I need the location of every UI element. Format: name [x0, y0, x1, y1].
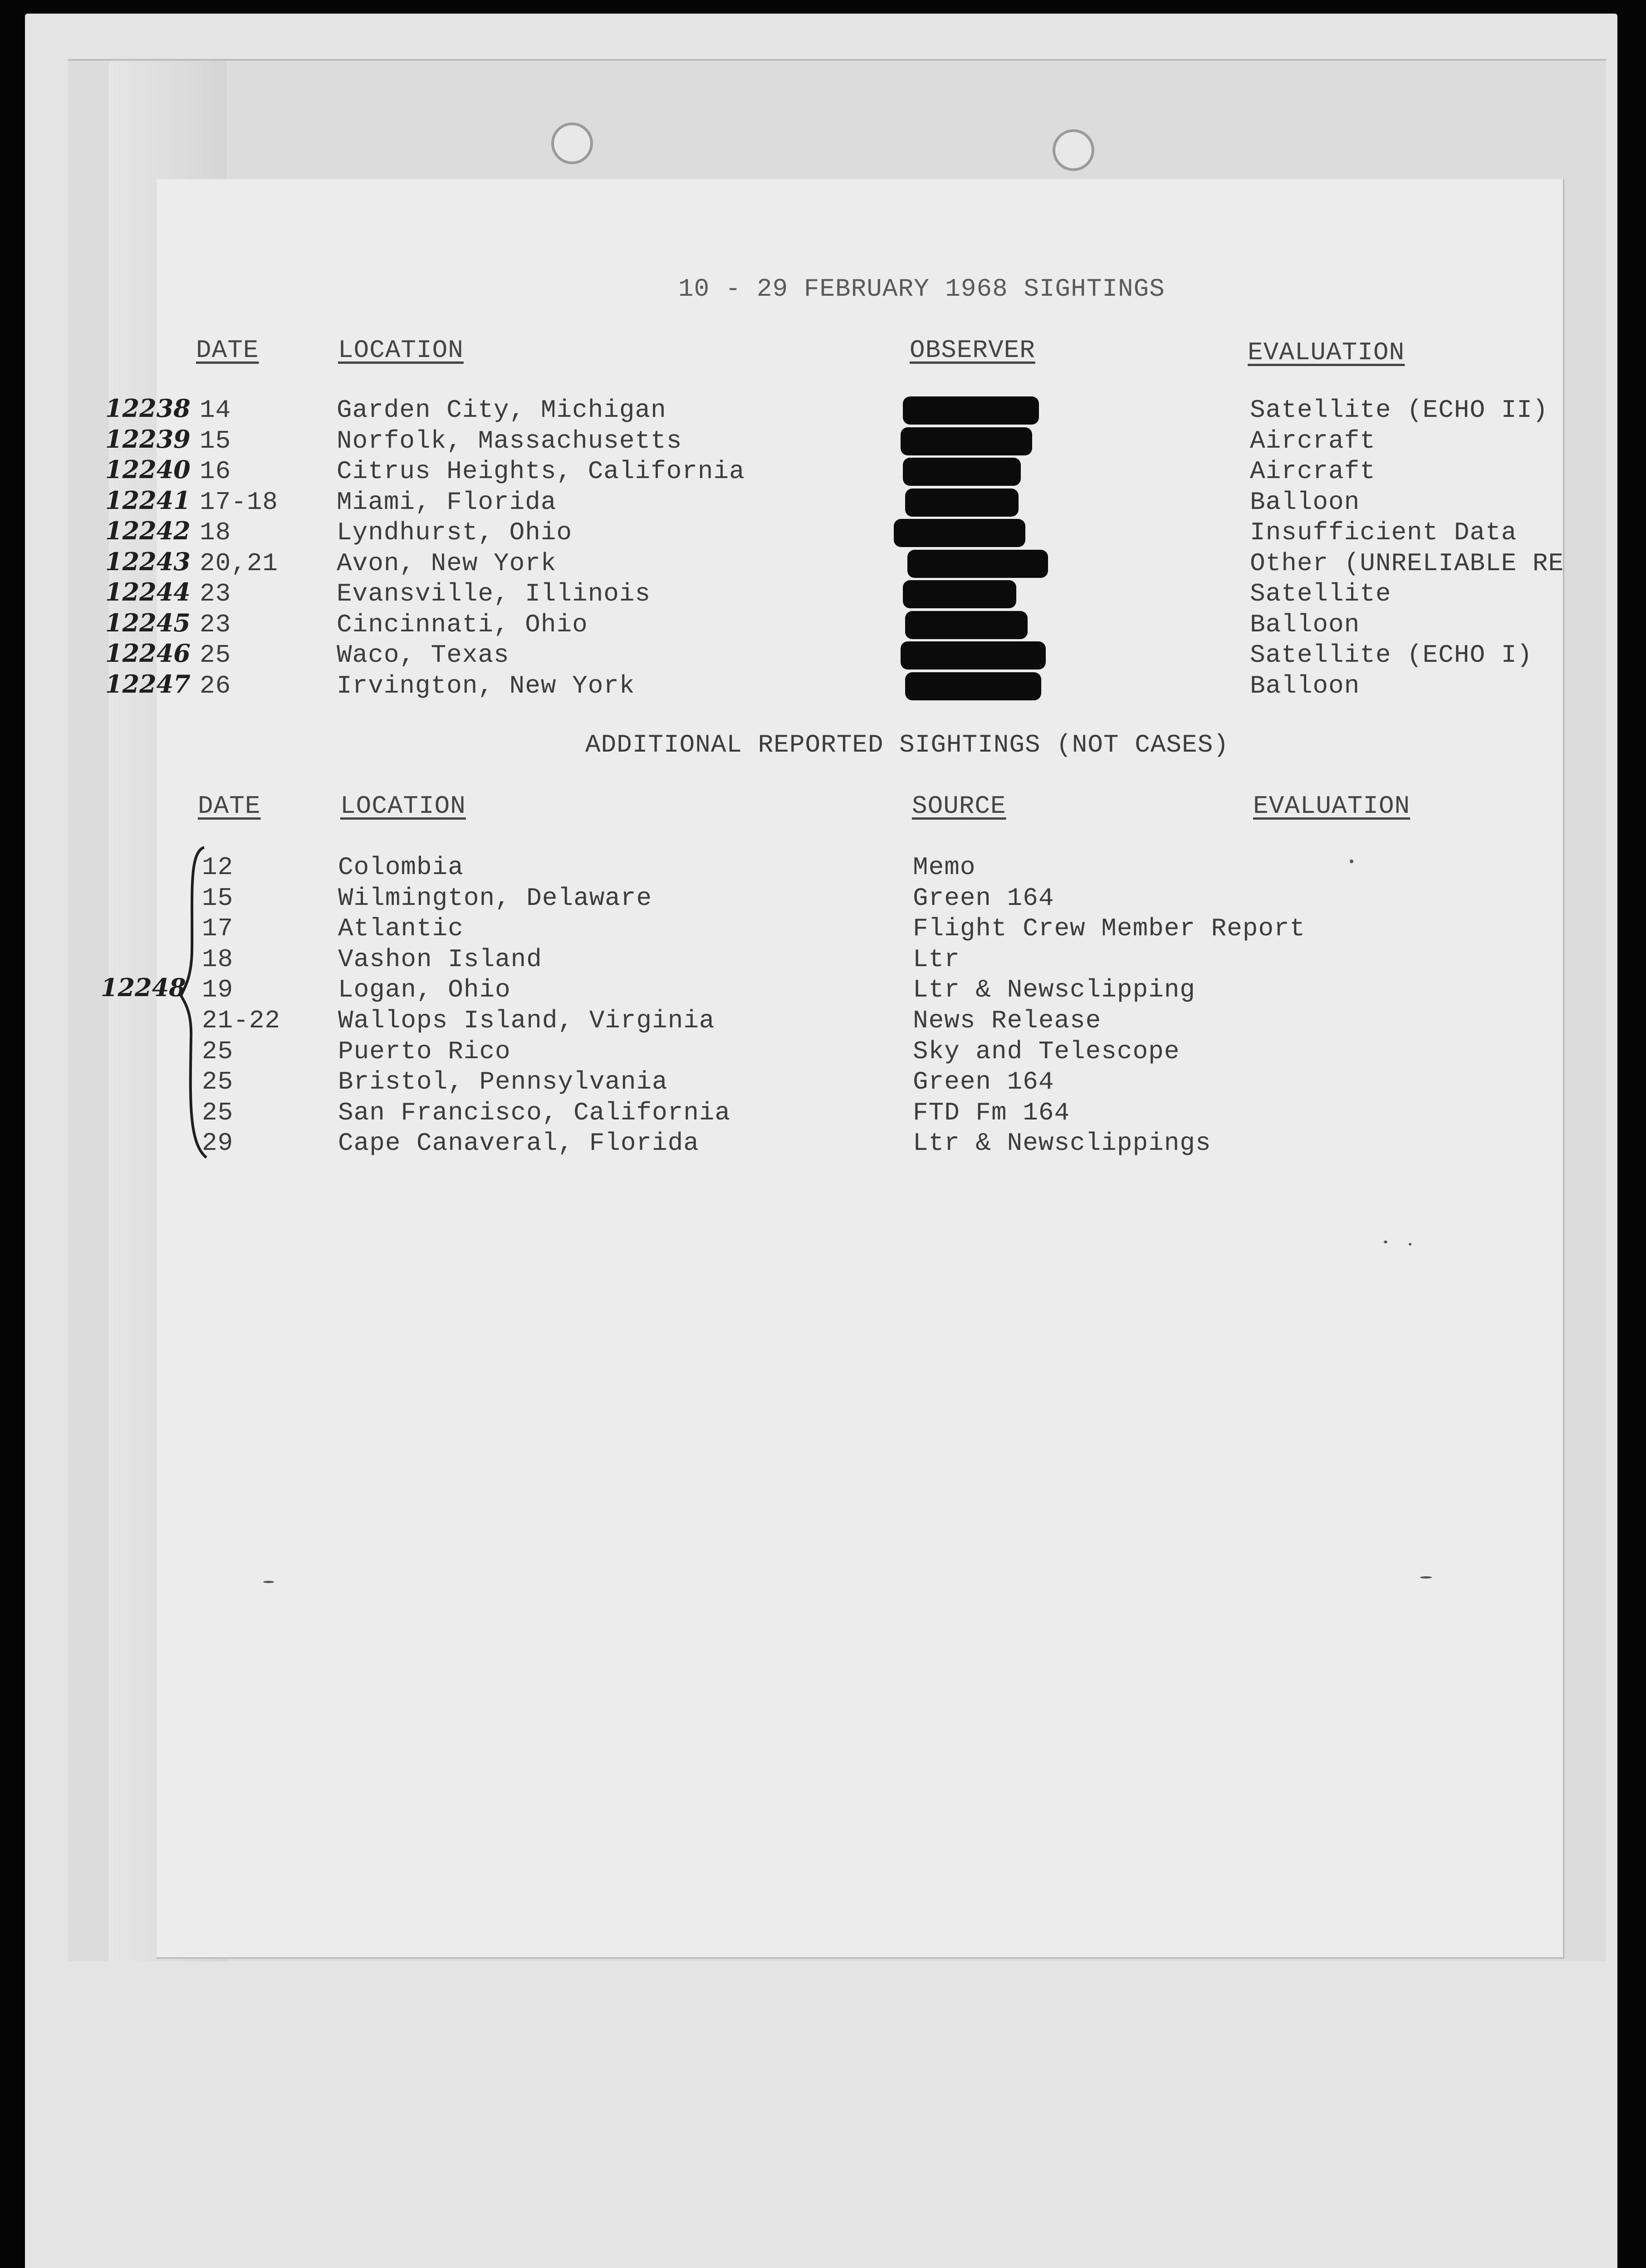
additional-source: Green 164 [913, 883, 1054, 913]
case-location: Garden City, Michigan [337, 396, 666, 425]
additional-date: 25 [202, 1098, 234, 1127]
speck [1350, 860, 1353, 863]
page-title: 10 - 29 FEBRUARY 1968 SIGHTINGS [678, 274, 1165, 303]
additional-source: Sky and Telescope [913, 1036, 1180, 1066]
speck [263, 1581, 274, 1583]
case-number: 12244 [105, 577, 191, 606]
observer-redaction [907, 550, 1048, 578]
case-location: Miami, Florida [337, 487, 557, 517]
case-number: 12239 [105, 424, 191, 454]
additional-date: 25 [202, 1067, 234, 1097]
bracket-case-number: 12248 [101, 973, 186, 1002]
additional-location: Colombia [338, 853, 464, 882]
punch-hole-right [1053, 129, 1094, 171]
additional-location: Wilmington, Delaware [338, 883, 652, 913]
case-date: 16 [200, 457, 231, 486]
case-date: 25 [200, 640, 231, 670]
observer-redaction [903, 396, 1039, 425]
additional-header-location: LOCATION [340, 792, 466, 821]
additional-source: News Release [913, 1006, 1102, 1035]
additional-location: Cape Canaveral, Florida [338, 1129, 699, 1158]
additional-source: Green 164 [913, 1067, 1054, 1097]
case-evaluation: Aircraft [1250, 457, 1376, 486]
case-date: 20,21 [200, 548, 279, 578]
case-date: 26 [200, 671, 231, 700]
observer-redaction [903, 458, 1021, 486]
case-evaluation: Satellite (ECHO II) [1250, 396, 1548, 425]
speck [1409, 1243, 1411, 1246]
additional-source: Ltr & Newsclippings [913, 1129, 1211, 1158]
header-evaluation: EVALUATION [1248, 338, 1405, 367]
additional-date: 12 [202, 853, 234, 882]
additional-location: San Francisco, California [338, 1098, 731, 1127]
header-observer: OBSERVER [910, 336, 1035, 365]
additional-location: Wallops Island, Virginia [338, 1006, 715, 1035]
case-date: 15 [200, 426, 231, 455]
case-location: Irvington, New York [337, 671, 635, 700]
speck [1420, 1576, 1432, 1579]
case-evaluation: Balloon [1250, 487, 1360, 517]
additional-date: 19 [202, 975, 234, 1005]
additional-location: Atlantic [338, 914, 464, 943]
additional-source: Memo [913, 853, 976, 882]
case-evaluation: Balloon [1250, 671, 1360, 700]
observer-redaction [905, 489, 1019, 517]
case-date: 18 [200, 518, 231, 547]
case-date: 17-18 [200, 487, 279, 517]
case-number: 12243 [105, 547, 191, 576]
case-number: 12240 [105, 455, 191, 484]
additional-location: Puerto Rico [338, 1036, 511, 1066]
additional-header-source: SOURCE [912, 792, 1006, 821]
case-location: Waco, Texas [337, 640, 509, 670]
additional-date: 15 [202, 883, 234, 913]
case-location: Citrus Heights, California [337, 457, 745, 486]
speck [1384, 1241, 1387, 1243]
case-number: 12246 [105, 639, 191, 668]
case-evaluation: Balloon [1250, 610, 1360, 639]
additional-date: 18 [202, 944, 234, 974]
observer-redaction [903, 580, 1016, 608]
additional-date: 21-22 [202, 1006, 281, 1035]
additional-source: FTD Fm 164 [913, 1098, 1070, 1127]
additional-source: Ltr & Newsclipping [913, 975, 1195, 1005]
case-evaluation: Satellite [1250, 579, 1391, 608]
case-date: 23 [200, 610, 231, 639]
case-number: 12245 [105, 608, 191, 637]
additional-location: Bristol, Pennsylvania [338, 1067, 668, 1097]
case-location: Evansville, Illinois [337, 579, 651, 608]
case-number: 12238 [105, 394, 191, 423]
observer-redaction [901, 641, 1046, 670]
case-location: Norfolk, Massachusetts [337, 426, 682, 455]
case-number: 12242 [105, 516, 191, 545]
case-number: 12241 [105, 485, 191, 515]
header-location: LOCATION [338, 336, 464, 365]
case-date: 14 [200, 396, 231, 425]
additional-source: Flight Crew Member Report [913, 914, 1306, 943]
case-evaluation: Other (UNRELIABLE RE [1250, 548, 1564, 578]
additional-heading: ADDITIONAL REPORTED SIGHTINGS (NOT CASES) [585, 730, 1229, 759]
header-date: DATE [196, 336, 259, 365]
observer-redaction [894, 519, 1025, 547]
case-location: Avon, New York [337, 548, 557, 578]
additional-location: Vashon Island [338, 944, 542, 974]
additional-date: 25 [202, 1036, 234, 1066]
case-date: 23 [200, 579, 231, 608]
observer-redaction [901, 427, 1032, 455]
case-number: 12247 [105, 669, 191, 699]
observer-redaction [905, 672, 1041, 700]
additional-source: Ltr [913, 944, 960, 974]
additional-header-date: DATE [198, 792, 261, 821]
punch-hole-left [551, 122, 593, 164]
additional-header-evaluation: EVALUATION [1253, 792, 1411, 821]
additional-location: Logan, Ohio [338, 975, 511, 1005]
case-evaluation: Satellite (ECHO I) [1250, 640, 1533, 670]
case-evaluation: Insufficient Data [1250, 518, 1517, 547]
case-location: Cincinnati, Ohio [337, 610, 588, 639]
case-location: Lyndhurst, Ohio [337, 518, 573, 547]
case-evaluation: Aircraft [1250, 426, 1376, 455]
additional-date: 29 [202, 1129, 234, 1158]
observer-redaction [905, 611, 1028, 639]
additional-date: 17 [202, 914, 234, 943]
